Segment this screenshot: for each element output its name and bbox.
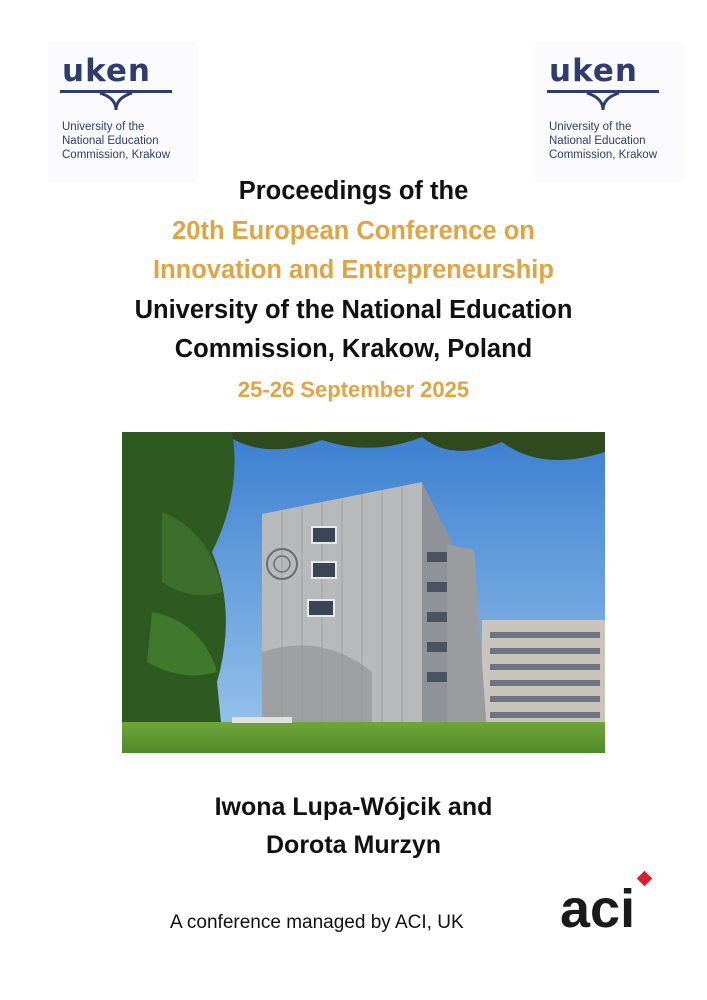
aci-logo	[560, 870, 660, 940]
aci-diamond-icon	[637, 871, 653, 887]
university-building-photo	[122, 432, 605, 753]
open-book-icon	[60, 90, 172, 112]
uken-wordmark: uken	[62, 53, 151, 89]
title-line-3: Innovation and Entrepreneurship	[153, 256, 554, 284]
aci-wordmark: aci	[560, 879, 636, 939]
uken-line-1: University of the	[62, 121, 145, 133]
title-line-2: 20th European Conference on	[172, 216, 535, 245]
title-line-1: Proceedings of the	[238, 177, 469, 205]
uken-line-2: National Education	[549, 135, 646, 147]
title-line-5: Commission, Krakow, Poland	[174, 335, 533, 363]
uken-line-1: University of the	[549, 121, 632, 133]
proceedings-title	[0, 172, 707, 409]
authors	[0, 788, 707, 864]
uken-logo-left	[48, 42, 198, 182]
uken-subtitle	[549, 120, 657, 162]
uken-subtitle	[62, 120, 170, 162]
uken-line-3: Commission, Krakow	[549, 149, 657, 161]
open-book-icon	[547, 90, 659, 112]
authors-line-1: Iwona Lupa-Wójcik and	[214, 793, 493, 821]
uken-logo-right	[535, 42, 685, 182]
uken-line-2: National Education	[62, 135, 159, 147]
title-line-4: University of the National Education	[134, 295, 573, 324]
uken-line-3: Commission, Krakow	[62, 149, 170, 161]
managed-by-text: A conference managed by ACI, UK	[170, 912, 464, 933]
building-illustration	[122, 432, 605, 753]
uken-wordmark: uken	[549, 53, 638, 89]
conference-date: 25-26 September 2025	[237, 376, 470, 402]
authors-line-2: Dorota Murzyn	[266, 831, 441, 859]
